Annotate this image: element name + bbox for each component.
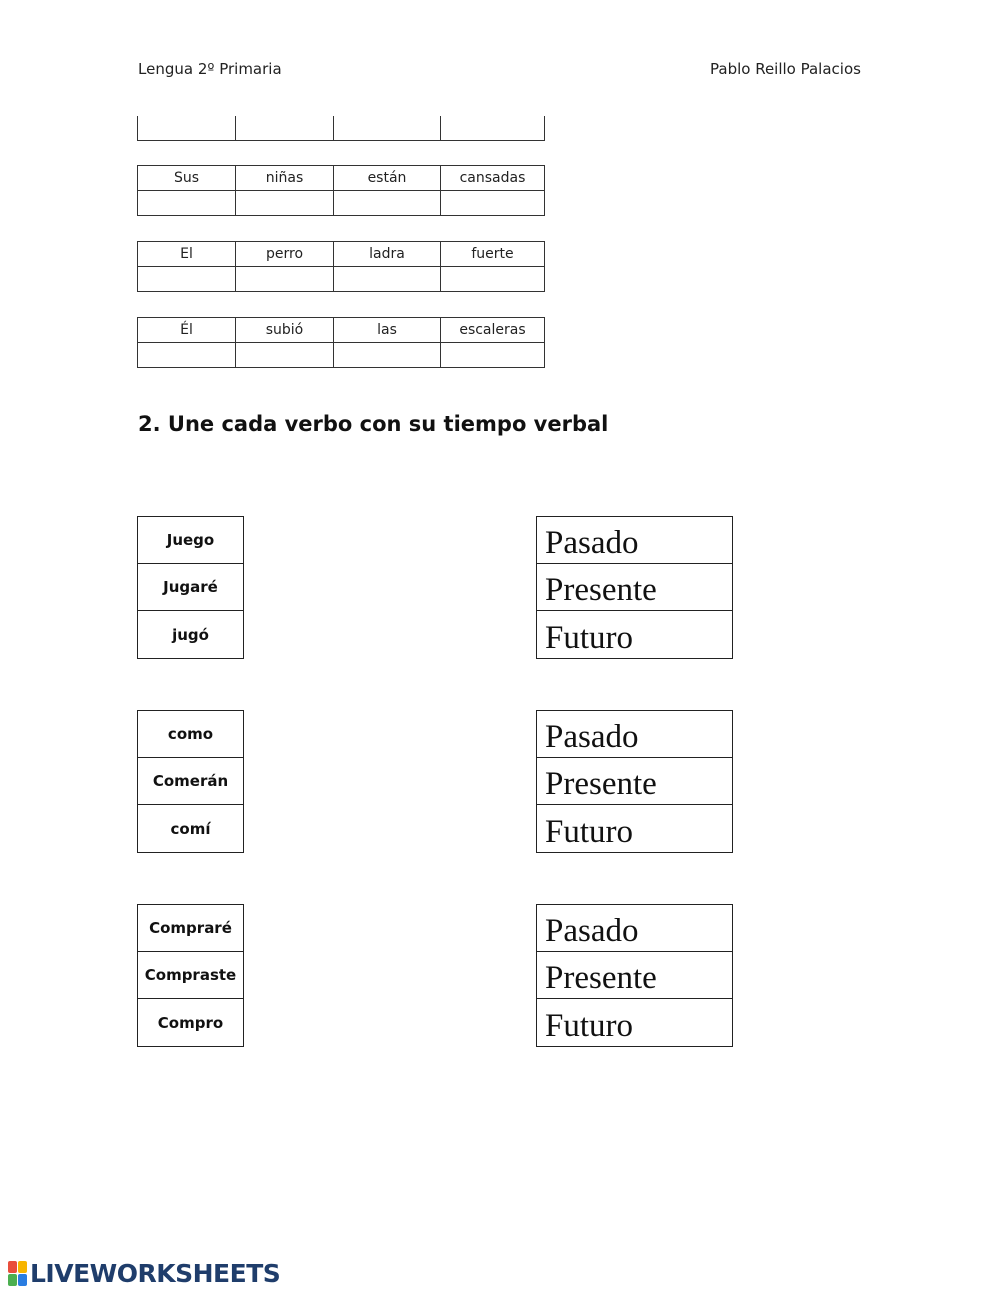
answer-cell[interactable] [334,343,441,368]
tense-item[interactable]: Presente [537,952,732,999]
answer-cell[interactable] [334,116,441,140]
answer-cell[interactable] [236,191,334,216]
tense-list-3 [536,904,733,1047]
logo-square-green [8,1274,17,1286]
answer-cell[interactable] [441,343,545,368]
header-author: Pablo Reillo Palacios [710,60,861,78]
logo-square-red [8,1261,17,1273]
logo-square-blue [18,1274,27,1286]
sentence-table-1 [137,165,545,216]
sentence-word: escaleras [441,318,545,343]
answer-cell[interactable] [441,116,545,140]
verb-list-3 [137,904,244,1047]
verb-item[interactable]: como [138,711,243,758]
answer-cell[interactable] [138,343,236,368]
tense-item[interactable]: Futuro [545,814,634,850]
sentence-word: ladra [334,242,441,267]
verb-item[interactable]: Jugaré [138,564,243,611]
sentence-word: fuerte [441,242,545,267]
sentence-word: Él [138,318,236,343]
sentence-word: subió [236,318,334,343]
verb-item[interactable]: Juego [138,517,243,564]
logo-square-yellow [18,1261,27,1273]
tense-list-1 [536,516,733,659]
liveworksheets-logo[interactable] [8,1259,280,1288]
section-2-title: 2. Une cada verbo con su tiempo verbal [138,412,609,436]
verb-list-1 [137,516,244,659]
answer-cell[interactable] [441,267,545,292]
sentence-word: están [334,166,441,191]
liveworksheets-logo-icon [8,1261,27,1286]
sentence-table-3 [137,317,545,368]
sentence-word: El [138,242,236,267]
answer-cell[interactable] [236,116,334,140]
answer-cell[interactable] [138,191,236,216]
sentence-word: cansadas [441,166,545,191]
answer-cell[interactable] [334,191,441,216]
tense-item[interactable]: Pasado [537,711,732,758]
verb-item[interactable]: comí [170,819,211,838]
verb-item[interactable]: Compraré [138,905,243,952]
sentence-word: Sus [138,166,236,191]
answer-cell[interactable] [441,191,545,216]
sentence-word: las [334,318,441,343]
tense-item[interactable]: Futuro [545,1008,634,1044]
sentence-word: niñas [236,166,334,191]
tense-item[interactable]: Futuro [545,620,634,656]
verb-item[interactable]: Compraste [138,952,243,999]
logo-text: LIVEWORKSHEETS [30,1259,281,1288]
tense-item[interactable]: Presente [537,564,732,611]
verb-list-2 [137,710,244,853]
partial-answer-table [137,116,545,141]
tense-item[interactable]: Pasado [537,905,732,952]
answer-cell[interactable] [236,343,334,368]
answer-cell[interactable] [236,267,334,292]
answer-cell[interactable] [138,116,236,140]
verb-item[interactable]: jugó [172,625,209,644]
sentence-word: perro [236,242,334,267]
verb-item[interactable]: Comerán [138,758,243,805]
answer-cell[interactable] [334,267,441,292]
tense-item[interactable]: Presente [537,758,732,805]
tense-item[interactable]: Pasado [537,517,732,564]
sentence-table-2 [137,241,545,292]
verb-item[interactable]: Compro [157,1013,224,1032]
answer-cell[interactable] [138,267,236,292]
tense-list-2 [536,710,733,853]
header-subject: Lengua 2º Primaria [138,60,282,78]
